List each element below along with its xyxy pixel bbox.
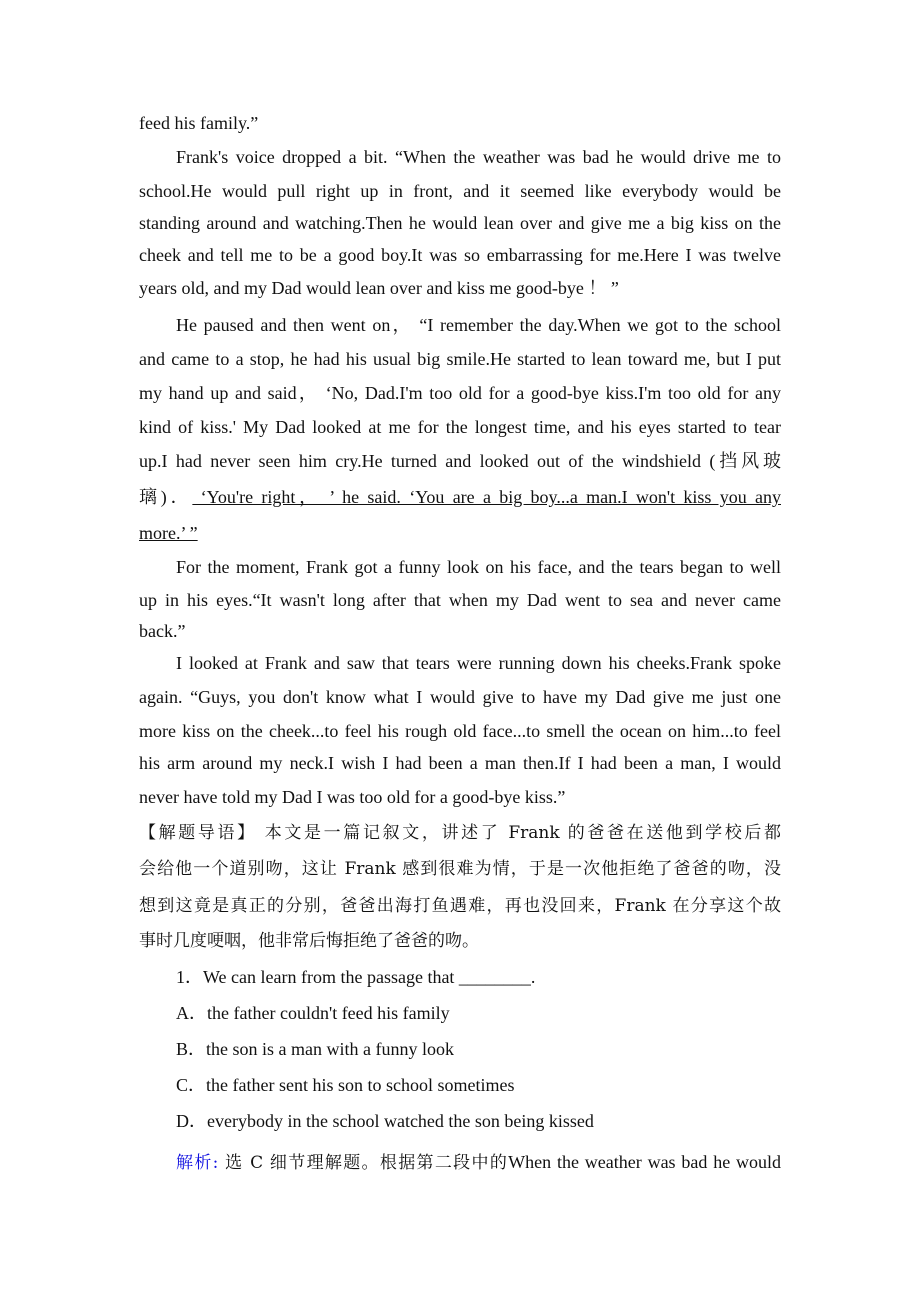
text-segment: 会给他一个道别吻，这让 Frank 感到很难为情，于是一次他拒绝了爸爸的吻，没 — [139, 859, 781, 879]
text-segment: 选 C 细节理解题。根据第二段中的 — [218, 1153, 509, 1173]
text-line — [176, 556, 781, 578]
answer-line — [176, 1151, 781, 1174]
text-segment: For the moment, Frank got a funny look on his face, and the tears began to well — [176, 557, 781, 577]
text-line — [176, 652, 781, 674]
text-segment: school.He would pull right up in front, and it seemed like everybody would be — [139, 181, 781, 201]
answer-label: 解析: — [176, 1153, 219, 1173]
text-line — [139, 212, 781, 234]
text-line — [139, 894, 781, 917]
text-segment: B．the son is a man with a funny look — [176, 1039, 454, 1059]
text-segment: my hand up and said， ‘No, Dad.I'm too old for a good-bye kiss.I'm too old for any — [139, 383, 781, 403]
text-segment: 事时几度哽咽，他非常后悔拒绝了爸爸的吻。 — [139, 931, 479, 951]
text-segment: He paused and then went on， “I remember the day.When we got to the school — [176, 315, 781, 335]
text-segment: years old, and my Dad would lean over and kiss me good-bye ！ ” — [139, 278, 619, 298]
text-segment: kind of kiss.' My Dad looked at me for the longest time, and his eyes started to tear — [139, 417, 781, 437]
text-segment: more kiss on the cheek...to feel his rough old face...to smell the ocean on him...to feel — [139, 721, 781, 741]
text-segment: never have told my Dad I was too old for a good-bye kiss.” — [139, 787, 566, 807]
question-line — [176, 1002, 818, 1024]
text-line — [139, 450, 781, 472]
text-segment: C．the father sent his son to school sometimes — [176, 1075, 515, 1095]
text-segment: 璃)． — [139, 487, 193, 507]
text-segment: up in his eyes.“It wasn't long after that when my Dad went to sea and never came — [139, 590, 781, 610]
text-segment: and came to a stop, he had his usual big smile.He started to lean toward me, but I put — [139, 349, 781, 369]
text-line — [176, 314, 781, 336]
text-segment: standing around and watching.Then he would lean over and give me a big kiss on the — [139, 213, 781, 233]
text-line — [139, 522, 781, 544]
text-line — [139, 416, 781, 438]
question-line — [176, 966, 818, 988]
text-segment: feed his family.” — [139, 113, 259, 133]
text-segment: back.” — [139, 621, 186, 641]
text-segment: his arm around my neck.I wish I had been a man then.If I had been a man, I would — [139, 753, 781, 773]
text-line — [139, 929, 781, 952]
text-line — [176, 146, 781, 168]
text-line — [139, 382, 781, 404]
text-line — [139, 821, 781, 844]
text-line — [139, 348, 781, 370]
text-line — [139, 180, 781, 202]
text-line — [139, 720, 781, 742]
question-line — [176, 1110, 818, 1132]
question-line — [176, 1038, 818, 1060]
text-line — [139, 277, 781, 299]
text-line — [139, 244, 781, 266]
text-segment: 1．We can learn from the passage that ________. — [176, 967, 536, 987]
text-segment: D．everybody in the school watched the son being kissed — [176, 1111, 594, 1131]
text-segment: When the weather was bad he would — [508, 1152, 782, 1172]
text-segment: up.I had never seen him cry.He turned and looked out of the windshield (挡风玻 — [139, 451, 781, 471]
text-segment: again. “Guys, you don't know what I would give to have my Dad give me just one — [139, 687, 781, 707]
text-line — [139, 486, 781, 508]
text-segment: Frank's voice dropped a bit. “When the weather was bad he would drive me to — [176, 147, 781, 167]
text-segment: A．the father couldn't feed his family — [176, 1003, 450, 1023]
text-line — [139, 589, 781, 611]
question-line — [176, 1074, 818, 1096]
text-line — [139, 786, 781, 808]
text-segment: 想到这竟是真正的分别，爸爸出海打鱼遇难，再也没回来，Frank 在分享这个故 — [139, 896, 781, 916]
text-segment: 【解题导语】 本文是一篇记叙文，讲述了 Frank 的爸爸在送他到学校后都 — [139, 823, 781, 843]
text-line — [139, 857, 781, 880]
text-line — [139, 620, 781, 642]
text-segment: cheek and tell me to be a good boy.It was so embarrassing for me.Here I was twelve — [139, 245, 781, 265]
text-line — [139, 752, 781, 774]
text-segment: I looked at Frank and saw that tears were running down his cheeks.Frank spoke — [176, 653, 781, 673]
underlined-text: ‘You're right， ’ he said. ‘You are a big boy...a man.I won't kiss you any — [192, 487, 781, 507]
text-line — [139, 686, 781, 708]
underlined-text: more.’ ” — [139, 523, 198, 543]
text-line — [139, 112, 781, 134]
